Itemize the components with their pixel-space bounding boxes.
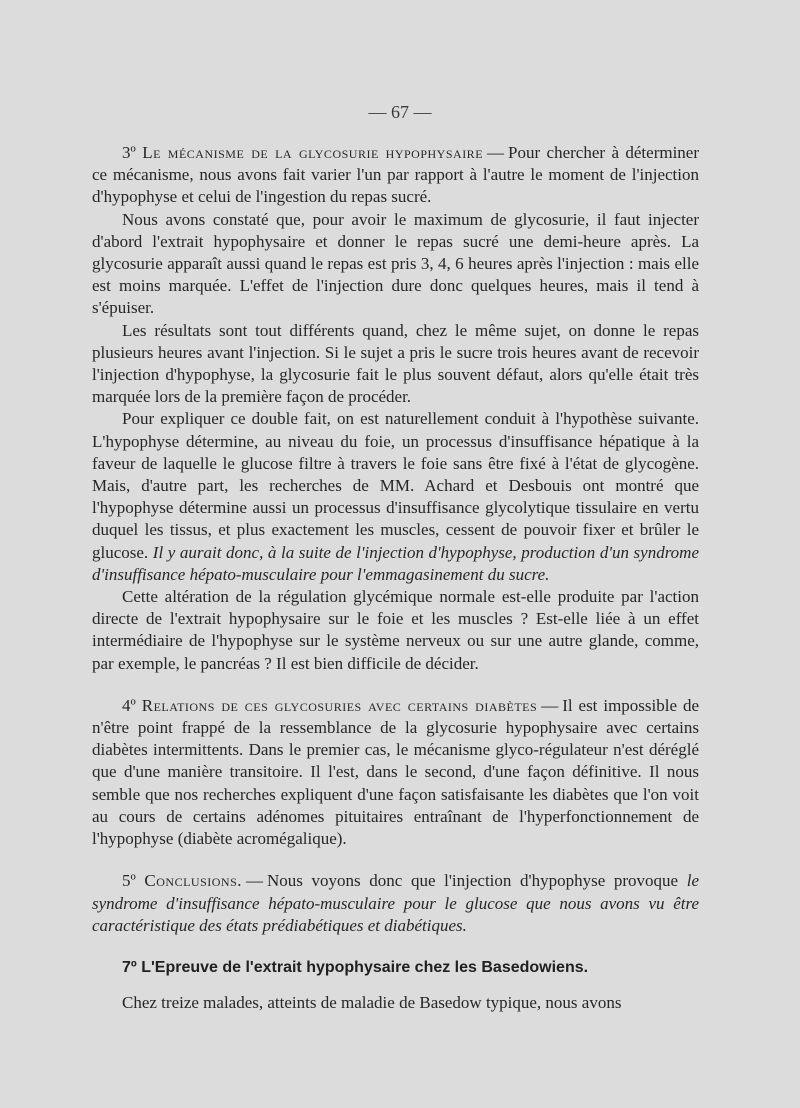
section-4-paragraph-1 — [92, 695, 699, 850]
section-5-number: 5º — [122, 871, 136, 891]
section-5-dash: — — [246, 871, 264, 891]
section-3-title: Le mécanisme de la glycosurie hypophysaire — [142, 143, 484, 162]
section-3-italic-conclusion: Il y aurait donc, à la suite de l'injection d'hypophyse, production d'un syndrome d'insuffisance hépato-musculaire pour l'emmagasinement du sucre. — [92, 542, 700, 584]
section-3-paragraph-1 — [92, 142, 699, 209]
section-4-number: 4º — [122, 695, 136, 715]
section-3-number: 3º — [122, 143, 136, 162]
section-4-dash: — — [541, 695, 559, 715]
heading-spacer — [92, 979, 699, 992]
section-7-heading: 7º L'Epreuve de l'extrait hypophysaire chez les Basedowiens. — [122, 958, 589, 976]
section-3-paragraph-5: Cette altération de la régulation glycémique normale est-elle produite par l'action directe de l'extrait hypophysaire sur le foie et les muscles ? Est-elle liée à un effet intermédiaire de l'hypophyse sur le système nerveux ou sur une autre glande, comme, par exemple, le pancréas ? Il est bien difficile de décider. — [92, 587, 699, 673]
page-number: — 67 — — [368, 102, 432, 122]
page-body — [92, 142, 699, 1014]
section-5-italic-conclusion: le syndrome d'insuffisance hépato-musculaire pour le glucose que nous avons vu être caractéristique des états prédiabétiques et diabétiques. — [92, 871, 700, 935]
section-3-paragraph-4 — [92, 408, 699, 586]
section-3-text-1: Pour chercher à déterminer ce mécanisme, nous avons fait varier l'un par rapport à l'autre le moment de l'injection d'hypophyse et celui de l'ingestion du repas sucré. — [92, 143, 700, 207]
section-4-text-1: Il est impossible de n'être point frappé de la ressemblance de la glycosurie hypophysaire avec certains diabètes intermittents. Dans le premier cas, le mécanisme glyco-régulateur n'est déréglé que d'une manière transitoire. Il l'est, dans le second, d'une façon définitive. Il nous semble que nos recherches expliquent d'une façon satisfaisante les diabètes que l'on voit au cours de certains adénomes pituitaires entraînant de l'hyperfonctionnement de l'hypophyse (diabète acromégalique). — [92, 695, 700, 849]
section-7-paragraph-1: Chez treize malades, atteints de maladie de Basedow typique, nous avons — [122, 992, 622, 1012]
section-3-text-4: Pour expliquer ce double fait, on est naturellement conduit à l'hypothèse suivante. L'hypophyse détermine, au niveau du foie, un processus d'insuffisance hépatique à la faveur de laquelle le glucose filtre à travers le foie sans être fixé à l'état de glycogène. Mais, d'autre part, les recherches de MM. Achard et Desbouis ont montré que l'hypophyse détermine aussi un processus d'insuffisance glycolytique tissulaire en vertu duquel les tissus, et plus exactement les muscles, cessent de pouvoir fixer et brûler le glucose. — [92, 409, 699, 562]
section-5-paragraph-1 — [92, 870, 699, 937]
section-5-title: Conclusions. — [144, 871, 243, 891]
section-3-dash: — — [487, 143, 505, 162]
section-5-text-1: Nous voyons donc que l'injection d'hypophyse provoque — [267, 871, 679, 891]
section-3-paragraph-2: Nous avons constaté que, pour avoir le maximum de glycosurie, il faut injecter d'abord l'extrait hypophysaire et donner le repas sucré une demi-heure après. La glycosurie apparaît aussi quand le repas est pris 3, 4, 6 heures après l'injection : mais elle est moins marquée. L'effet de l'injection dure donc quelques heures, mais il tend à s'épuiser. — [92, 209, 699, 318]
section-3-paragraph-3: Les résultats sont tout différents quand, chez le même sujet, on donne le repas plusieurs heures avant l'injection. Si le sujet a pris le sucre trois heures avant de recevoir l'injection d'hypophyse, la glycosurie fait le plus souvent défaut, alors qu'elle était très marquée lors de la première façon de procéder. — [92, 320, 699, 407]
section-spacer — [92, 850, 699, 870]
section-spacer — [92, 675, 699, 695]
section-4-title: Relations de ces glycosuries avec certains diabètes — [141, 695, 538, 715]
section-spacer — [92, 937, 699, 957]
